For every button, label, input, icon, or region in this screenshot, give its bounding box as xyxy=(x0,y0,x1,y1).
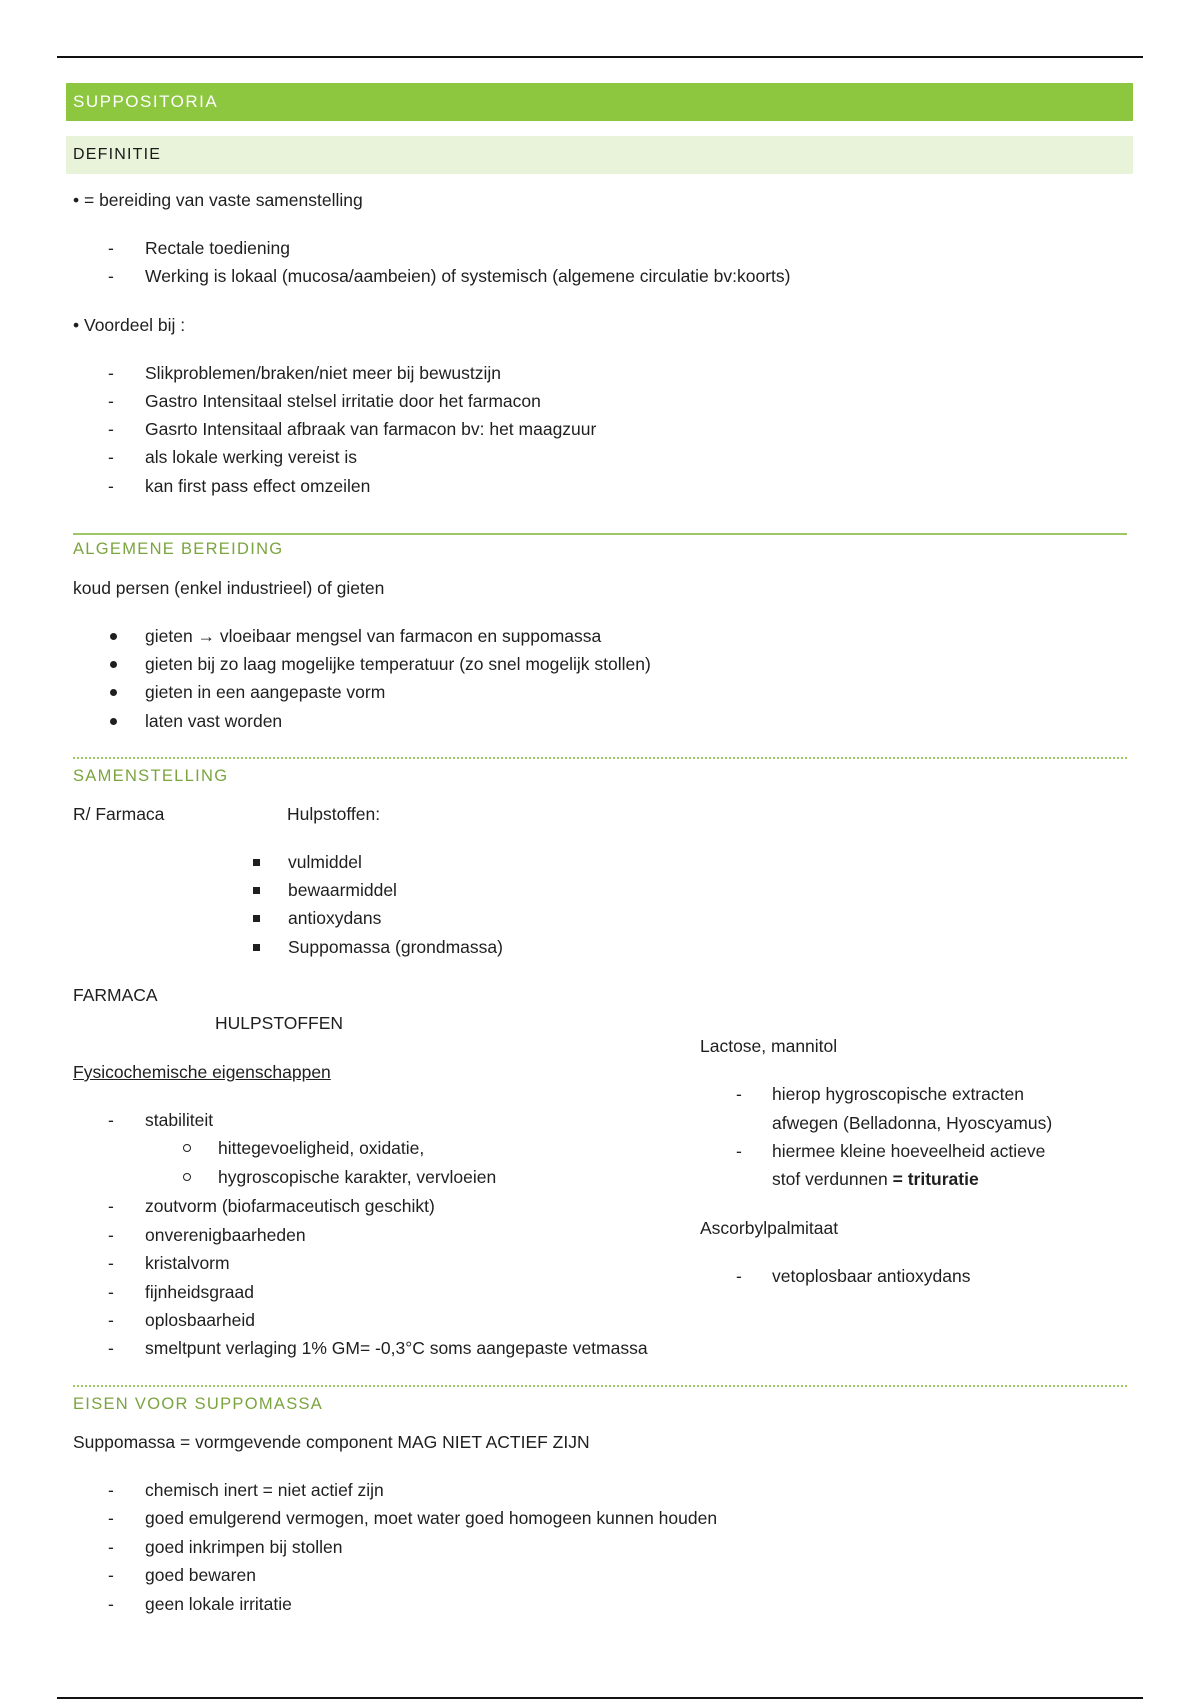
hulpstoffen-label: Hulpstoffen: xyxy=(287,804,381,824)
dash-marker: - xyxy=(108,1225,114,1245)
list-item: Werking is lokaal (mucosa/aambeien) of systemisch (algemene circulatie bv:koorts) xyxy=(145,266,791,286)
list-item: Slikproblemen/braken/niet meer bij bewustzijn xyxy=(145,363,502,383)
list-item: oplosbaarheid xyxy=(145,1310,255,1330)
list-item: kristalvorm xyxy=(145,1253,230,1273)
dash-marker: - xyxy=(108,1594,114,1614)
dash-marker: - xyxy=(736,1266,742,1286)
dash-marker: - xyxy=(108,1196,114,1216)
trituratie-emphasis: = trituratie xyxy=(892,1169,979,1189)
dash-marker: - xyxy=(108,1480,114,1500)
list-item: smeltpunt verlaging 1% GM= -0,3°C soms aangepaste vetmassa xyxy=(145,1338,648,1358)
list-item: als lokale werking vereist is xyxy=(145,447,358,467)
ascorbyl-label: Ascorbylpalmitaat xyxy=(700,1218,839,1238)
dash-marker: - xyxy=(108,1565,114,1585)
list-item: gieten → vloeibaar mengsel van farmacon en suppomassa xyxy=(145,626,602,646)
dash-marker: - xyxy=(108,419,114,439)
list-item: vulmiddel xyxy=(288,852,362,872)
bullet-marker xyxy=(110,718,117,725)
lactose-label: Lactose, mannitol xyxy=(700,1036,838,1056)
section-heading-bereiding: ALGEMENE BEREIDING xyxy=(73,540,284,558)
bullet-marker xyxy=(110,661,117,668)
list-item: Gastro Intensitaal stelsel irritatie door het farmacon xyxy=(145,391,541,411)
top-rule xyxy=(57,56,1143,58)
section-divider xyxy=(73,1385,1127,1387)
dash-marker: - xyxy=(108,1110,114,1130)
list-item: Gasrto Intensitaal afbraak van farmacon bv: het maagzuur xyxy=(145,419,597,439)
list-item: hiermee kleine hoeveelheid actieve xyxy=(772,1141,1046,1161)
sub-list-item: hittegevoeligheid, oxidatie, xyxy=(218,1138,425,1158)
list-item: fijnheidsgraad xyxy=(145,1282,254,1302)
list-item: stabiliteit xyxy=(145,1110,214,1130)
list-item: goed bewaren xyxy=(145,1565,256,1585)
dash-marker: - xyxy=(108,1508,114,1528)
list-item: Rectale toediening xyxy=(145,238,290,258)
definitie-intro: • = bereiding van vaste samenstelling xyxy=(73,190,363,210)
section-heading-samenstelling: SAMENSTELLING xyxy=(73,767,229,785)
section-heading-eisen: EISEN VOOR SUPPOMASSA xyxy=(73,1395,324,1413)
list-item: vetoplosbaar antioxydans xyxy=(772,1266,971,1286)
list-item: Suppomassa (grondmassa) xyxy=(288,937,503,957)
section-divider xyxy=(73,757,1127,759)
list-item: geen lokale irritatie xyxy=(145,1594,292,1614)
farmaca-caps-label: FARMACA xyxy=(73,985,158,1005)
list-item: gieten bij zo laag mogelijke temperatuur (zo snel mogelijk stollen) xyxy=(145,654,651,674)
dash-marker: - xyxy=(108,447,114,467)
list-item: antioxydans xyxy=(288,908,382,928)
document-title: SUPPOSITORIA xyxy=(66,83,1133,121)
list-item: chemisch inert = niet actief zijn xyxy=(145,1480,384,1500)
dash-marker: - xyxy=(108,238,114,258)
dash-marker: - xyxy=(736,1141,742,1161)
circle-bullet-marker xyxy=(183,1144,191,1152)
list-item-text: stof verdunnen xyxy=(772,1169,893,1189)
list-item: onverenigbaarheden xyxy=(145,1225,306,1245)
dash-marker: - xyxy=(108,391,114,411)
square-bullet-marker xyxy=(253,915,260,922)
dash-marker: - xyxy=(108,1253,114,1273)
farmaca-label: R/ Farmaca xyxy=(73,804,165,824)
circle-bullet-marker xyxy=(183,1173,191,1181)
dash-marker: - xyxy=(108,363,114,383)
dash-marker: - xyxy=(108,1310,114,1330)
eisen-intro: Suppomassa = vormgevende component MAG NIET ACTIEF ZIJN xyxy=(73,1432,590,1452)
square-bullet-marker xyxy=(253,944,260,951)
voordeel-label: • Voordeel bij : xyxy=(73,315,186,335)
list-item: laten vast worden xyxy=(145,711,283,731)
dash-marker: - xyxy=(108,1338,114,1358)
list-item: kan first pass effect omzeilen xyxy=(145,476,371,496)
section-heading-definitie: DEFINITIE xyxy=(66,136,1133,174)
list-item: goed inkrimpen bij stollen xyxy=(145,1537,343,1557)
dash-marker: - xyxy=(108,476,114,496)
list-item: zoutvorm (biofarmaceutisch geschikt) xyxy=(145,1196,435,1216)
dash-marker: - xyxy=(108,1537,114,1557)
section-divider xyxy=(73,533,1127,535)
bereiding-intro: koud persen (enkel industrieel) of gieten xyxy=(73,578,385,598)
list-item-continuation: afwegen (Belladonna, Hyoscyamus) xyxy=(772,1113,1053,1133)
square-bullet-marker xyxy=(253,859,260,866)
list-item: goed emulgerend vermogen, moet water goed homogeen kunnen houden xyxy=(145,1508,718,1528)
bottom-rule xyxy=(57,1697,1143,1699)
list-item: bewaarmiddel xyxy=(288,880,397,900)
list-item: gieten in een aangepaste vorm xyxy=(145,682,386,702)
bullet-marker xyxy=(110,633,117,640)
dash-marker: - xyxy=(108,266,114,286)
bullet-marker xyxy=(110,689,117,696)
list-item: hierop hygroscopische extracten xyxy=(772,1084,1024,1104)
square-bullet-marker xyxy=(253,887,260,894)
list-item-continuation xyxy=(772,1168,979,1190)
dash-marker: - xyxy=(108,1282,114,1302)
hulpstoffen-caps-label: HULPSTOFFEN xyxy=(215,1013,344,1033)
fysico-heading: Fysicochemische eigenschappen xyxy=(73,1062,331,1082)
dash-marker: - xyxy=(736,1084,742,1104)
sub-list-item: hygroscopische karakter, vervloeien xyxy=(218,1167,497,1187)
